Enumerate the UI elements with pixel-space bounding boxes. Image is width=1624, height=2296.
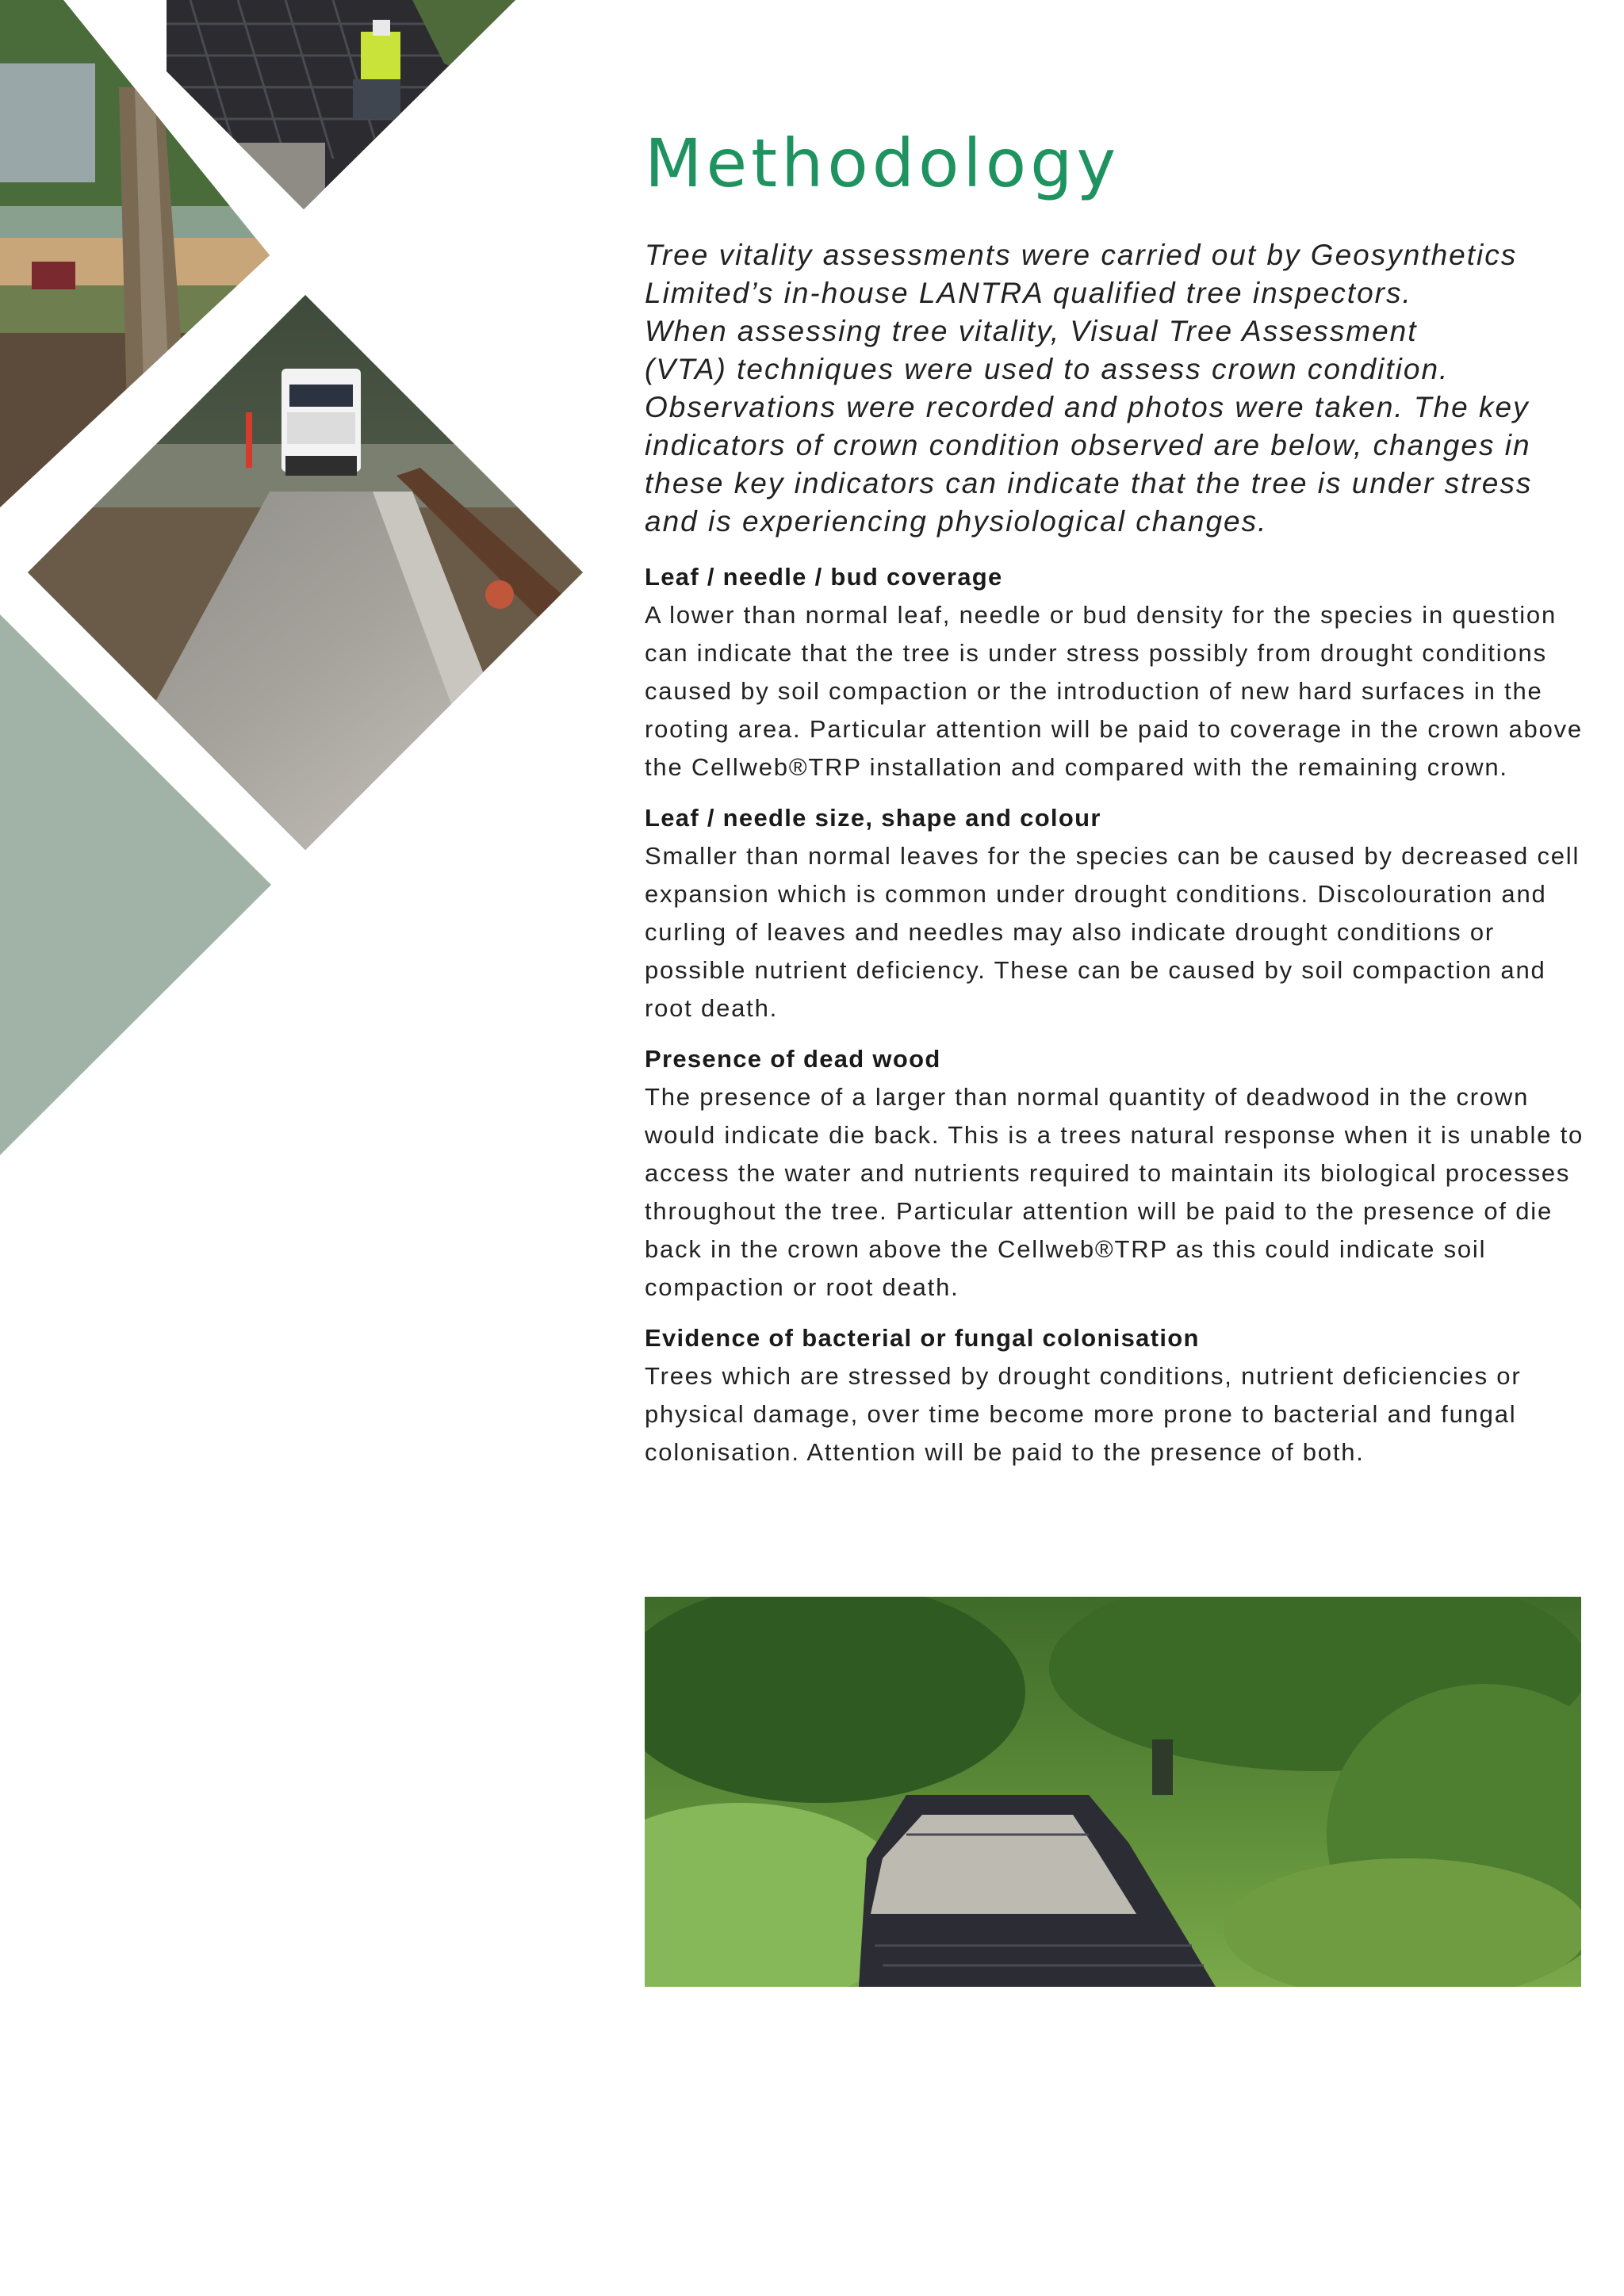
top-cellweb-photo <box>159 0 523 214</box>
intro-line: Tree vitality assessments were carried out by Geosynthetics <box>645 239 1518 272</box>
intro-line: When assessing tree vitality, Visual Tree Assessment <box>645 315 1418 348</box>
methodology-content <box>645 124 1588 1484</box>
section-body: Trees which are stressed by drought conditions, nutrient deficiencies or physical damage, over time become more prone to bacterial and fungal colonisation. Attention will be paid to the presence of both. <box>645 1362 1522 1467</box>
section-body: Smaller than normal leaves for the species can be caused by decreased cell expansion which is common under drought conditions. Discolouration and curling of leaves and needles may also indicate drought conditions or possible nutrient deficiency. These can be caused by soil compaction and root death. <box>645 842 1580 1023</box>
woodland-path-photo <box>645 1597 1581 1987</box>
section-body: A lower than normal leaf, needle or bud density for the species in question can indicate that the tree is under stress possibly from drought conditions caused by soil compaction or the introduction of new hard surfaces in the rooting area. Particular attention will be paid to coverage in the crown above the Cellweb®TRP installation and compared with the remaining crown. <box>645 601 1583 782</box>
intro-line: Observations were recorded and photos were taken. The key <box>645 391 1530 424</box>
section-heading: Leaf / needle / bud coverage <box>645 563 1003 591</box>
intro-paragraph <box>645 236 1588 541</box>
intro-line: these key indicators can indicate that the tree is under stress <box>645 467 1533 500</box>
section-heading: Leaf / needle size, shape and colour <box>645 804 1101 832</box>
photo-collage <box>0 0 603 1173</box>
section-dead-wood <box>645 1040 1588 1307</box>
intro-line: indicators of crown condition observed are below, changes in <box>645 429 1531 462</box>
section-bacterial-fungal <box>645 1319 1588 1471</box>
section-leaf-coverage <box>645 558 1588 786</box>
page-title: Methodology <box>645 124 1120 202</box>
section-heading: Presence of dead wood <box>645 1045 941 1073</box>
intro-line: Limited’s in-house LANTRA qualified tree inspectors. <box>645 277 1412 310</box>
section-heading: Evidence of bacterial or fungal colonisation <box>645 1324 1200 1353</box>
section-leaf-size <box>645 799 1588 1027</box>
section-body: The presence of a larger than normal quantity of deadwood in the crown would indicate die back. This is a trees natural response when it is unable to access the water and nutrients required to maintain its biological processes throughout the tree. Particular attention will be paid to the presence of die back in the crown above the Cellweb®TRP as this could indicate soil compaction or root death. <box>645 1083 1584 1302</box>
intro-line: and is experiencing physiological changes. <box>645 505 1268 538</box>
intro-line: (VTA) techniques were used to assess crown condition. <box>645 353 1450 386</box>
